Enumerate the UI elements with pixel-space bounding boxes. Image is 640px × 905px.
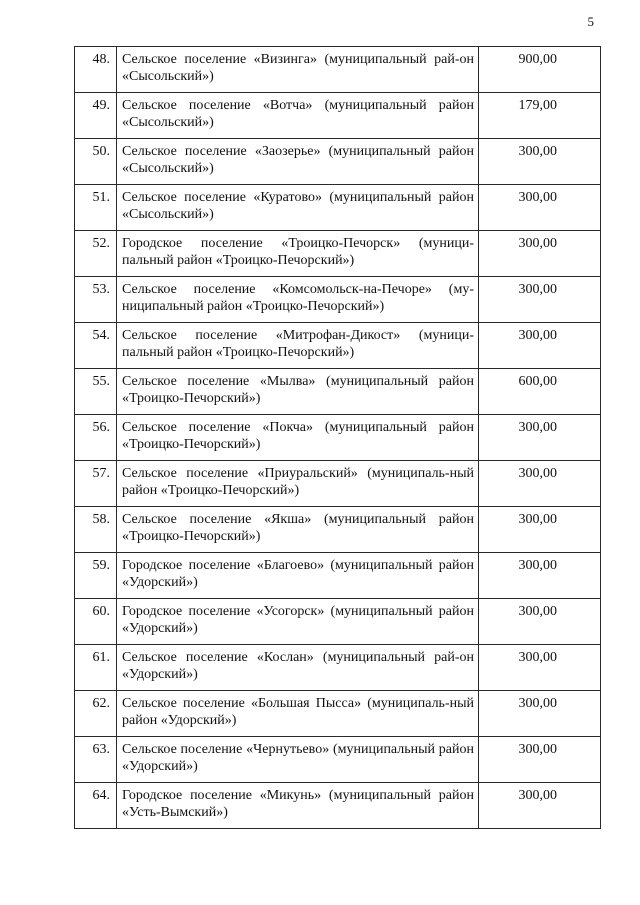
amount-value: 300,00 bbox=[479, 415, 601, 461]
row-number: 60. bbox=[75, 599, 117, 645]
amount-value: 300,00 bbox=[479, 231, 601, 277]
row-number: 53. bbox=[75, 277, 117, 323]
table-body bbox=[75, 47, 601, 829]
amount-value: 300,00 bbox=[479, 507, 601, 553]
table-row bbox=[75, 507, 601, 553]
amount-value: 179,00 bbox=[479, 93, 601, 139]
row-number: 59. bbox=[75, 553, 117, 599]
amount-value: 300,00 bbox=[479, 461, 601, 507]
settlement-name: Сельское поселение «Якша» (муниципальный район «Троицко-Печорский») bbox=[117, 507, 479, 553]
table-row bbox=[75, 461, 601, 507]
table-row bbox=[75, 599, 601, 645]
amount-value: 300,00 bbox=[479, 783, 601, 829]
amount-value: 300,00 bbox=[479, 691, 601, 737]
table-row bbox=[75, 783, 601, 829]
amount-value: 300,00 bbox=[479, 645, 601, 691]
table-row bbox=[75, 277, 601, 323]
table-row bbox=[75, 231, 601, 277]
table-row bbox=[75, 369, 601, 415]
table-row bbox=[75, 47, 601, 93]
page-number: 5 bbox=[587, 14, 594, 29]
row-number: 58. bbox=[75, 507, 117, 553]
table-row bbox=[75, 415, 601, 461]
table-row bbox=[75, 691, 601, 737]
table-row bbox=[75, 185, 601, 231]
table-row bbox=[75, 737, 601, 783]
row-number: 51. bbox=[75, 185, 117, 231]
settlement-name: Сельское поселение «Заозерье» (муниципальный район «Сысольский») bbox=[117, 139, 479, 185]
settlement-name: Сельское поселение «Кослан» (муниципальный рай-он «Удорский») bbox=[117, 645, 479, 691]
settlement-name: Городское поселение «Микунь» (муниципальный район «Усть-Вымский») bbox=[117, 783, 479, 829]
amount-value: 300,00 bbox=[479, 185, 601, 231]
amount-value: 900,00 bbox=[479, 47, 601, 93]
amount-value: 600,00 bbox=[479, 369, 601, 415]
settlement-name: Сельское поселение «Визинга» (муниципальный рай-он «Сысольский») bbox=[117, 47, 479, 93]
row-number: 49. bbox=[75, 93, 117, 139]
amount-value: 300,00 bbox=[479, 737, 601, 783]
row-number: 50. bbox=[75, 139, 117, 185]
row-number: 55. bbox=[75, 369, 117, 415]
amount-value: 300,00 bbox=[479, 139, 601, 185]
settlement-name: Сельское поселение «Вотча» (муниципальный район «Сысольский») bbox=[117, 93, 479, 139]
row-number: 61. bbox=[75, 645, 117, 691]
row-number: 57. bbox=[75, 461, 117, 507]
table-row bbox=[75, 323, 601, 369]
row-number: 52. bbox=[75, 231, 117, 277]
row-number: 48. bbox=[75, 47, 117, 93]
settlement-name: Сельское поселение «Комсомольск-на-Печоре» (му-ниципальный район «Троицко-Печорский») bbox=[117, 277, 479, 323]
row-number: 62. bbox=[75, 691, 117, 737]
amount-value: 300,00 bbox=[479, 323, 601, 369]
table-row bbox=[75, 553, 601, 599]
settlement-name: Городское поселение «Благоево» (муниципальный район «Удорский») bbox=[117, 553, 479, 599]
amount-value: 300,00 bbox=[479, 277, 601, 323]
row-number: 63. bbox=[75, 737, 117, 783]
settlement-name: Городское поселение «Троицко-Печорск» (муници-пальный район «Троицко-Печорский») bbox=[117, 231, 479, 277]
amount-value: 300,00 bbox=[479, 553, 601, 599]
table-row bbox=[75, 645, 601, 691]
settlement-name: Сельское поселение «Покча» (муниципальный район «Троицко-Печорский») bbox=[117, 415, 479, 461]
table-row bbox=[75, 93, 601, 139]
settlement-name: Сельское поселение «Куратово» (муниципальный район «Сысольский») bbox=[117, 185, 479, 231]
settlement-name: Сельское поселение «Митрофан-Дикост» (муници-пальный район «Троицко-Печорский») bbox=[117, 323, 479, 369]
row-number: 56. bbox=[75, 415, 117, 461]
settlement-name: Сельское поселение «Мылва» (муниципальный район «Троицко-Печорский») bbox=[117, 369, 479, 415]
settlement-name: Сельское поселение «Чернутьево» (муниципальный район «Удорский») bbox=[117, 737, 479, 783]
settlement-name: Сельское поселение «Большая Пысса» (муниципаль-ный район «Удорский») bbox=[117, 691, 479, 737]
row-number: 64. bbox=[75, 783, 117, 829]
allocation-table bbox=[74, 46, 601, 829]
table-row bbox=[75, 139, 601, 185]
settlement-name: Сельское поселение «Приуральский» (муниципаль-ный район «Троицко-Печорский») bbox=[117, 461, 479, 507]
settlement-name: Городское поселение «Усогорск» (муниципальный район «Удорский») bbox=[117, 599, 479, 645]
amount-value: 300,00 bbox=[479, 599, 601, 645]
row-number: 54. bbox=[75, 323, 117, 369]
